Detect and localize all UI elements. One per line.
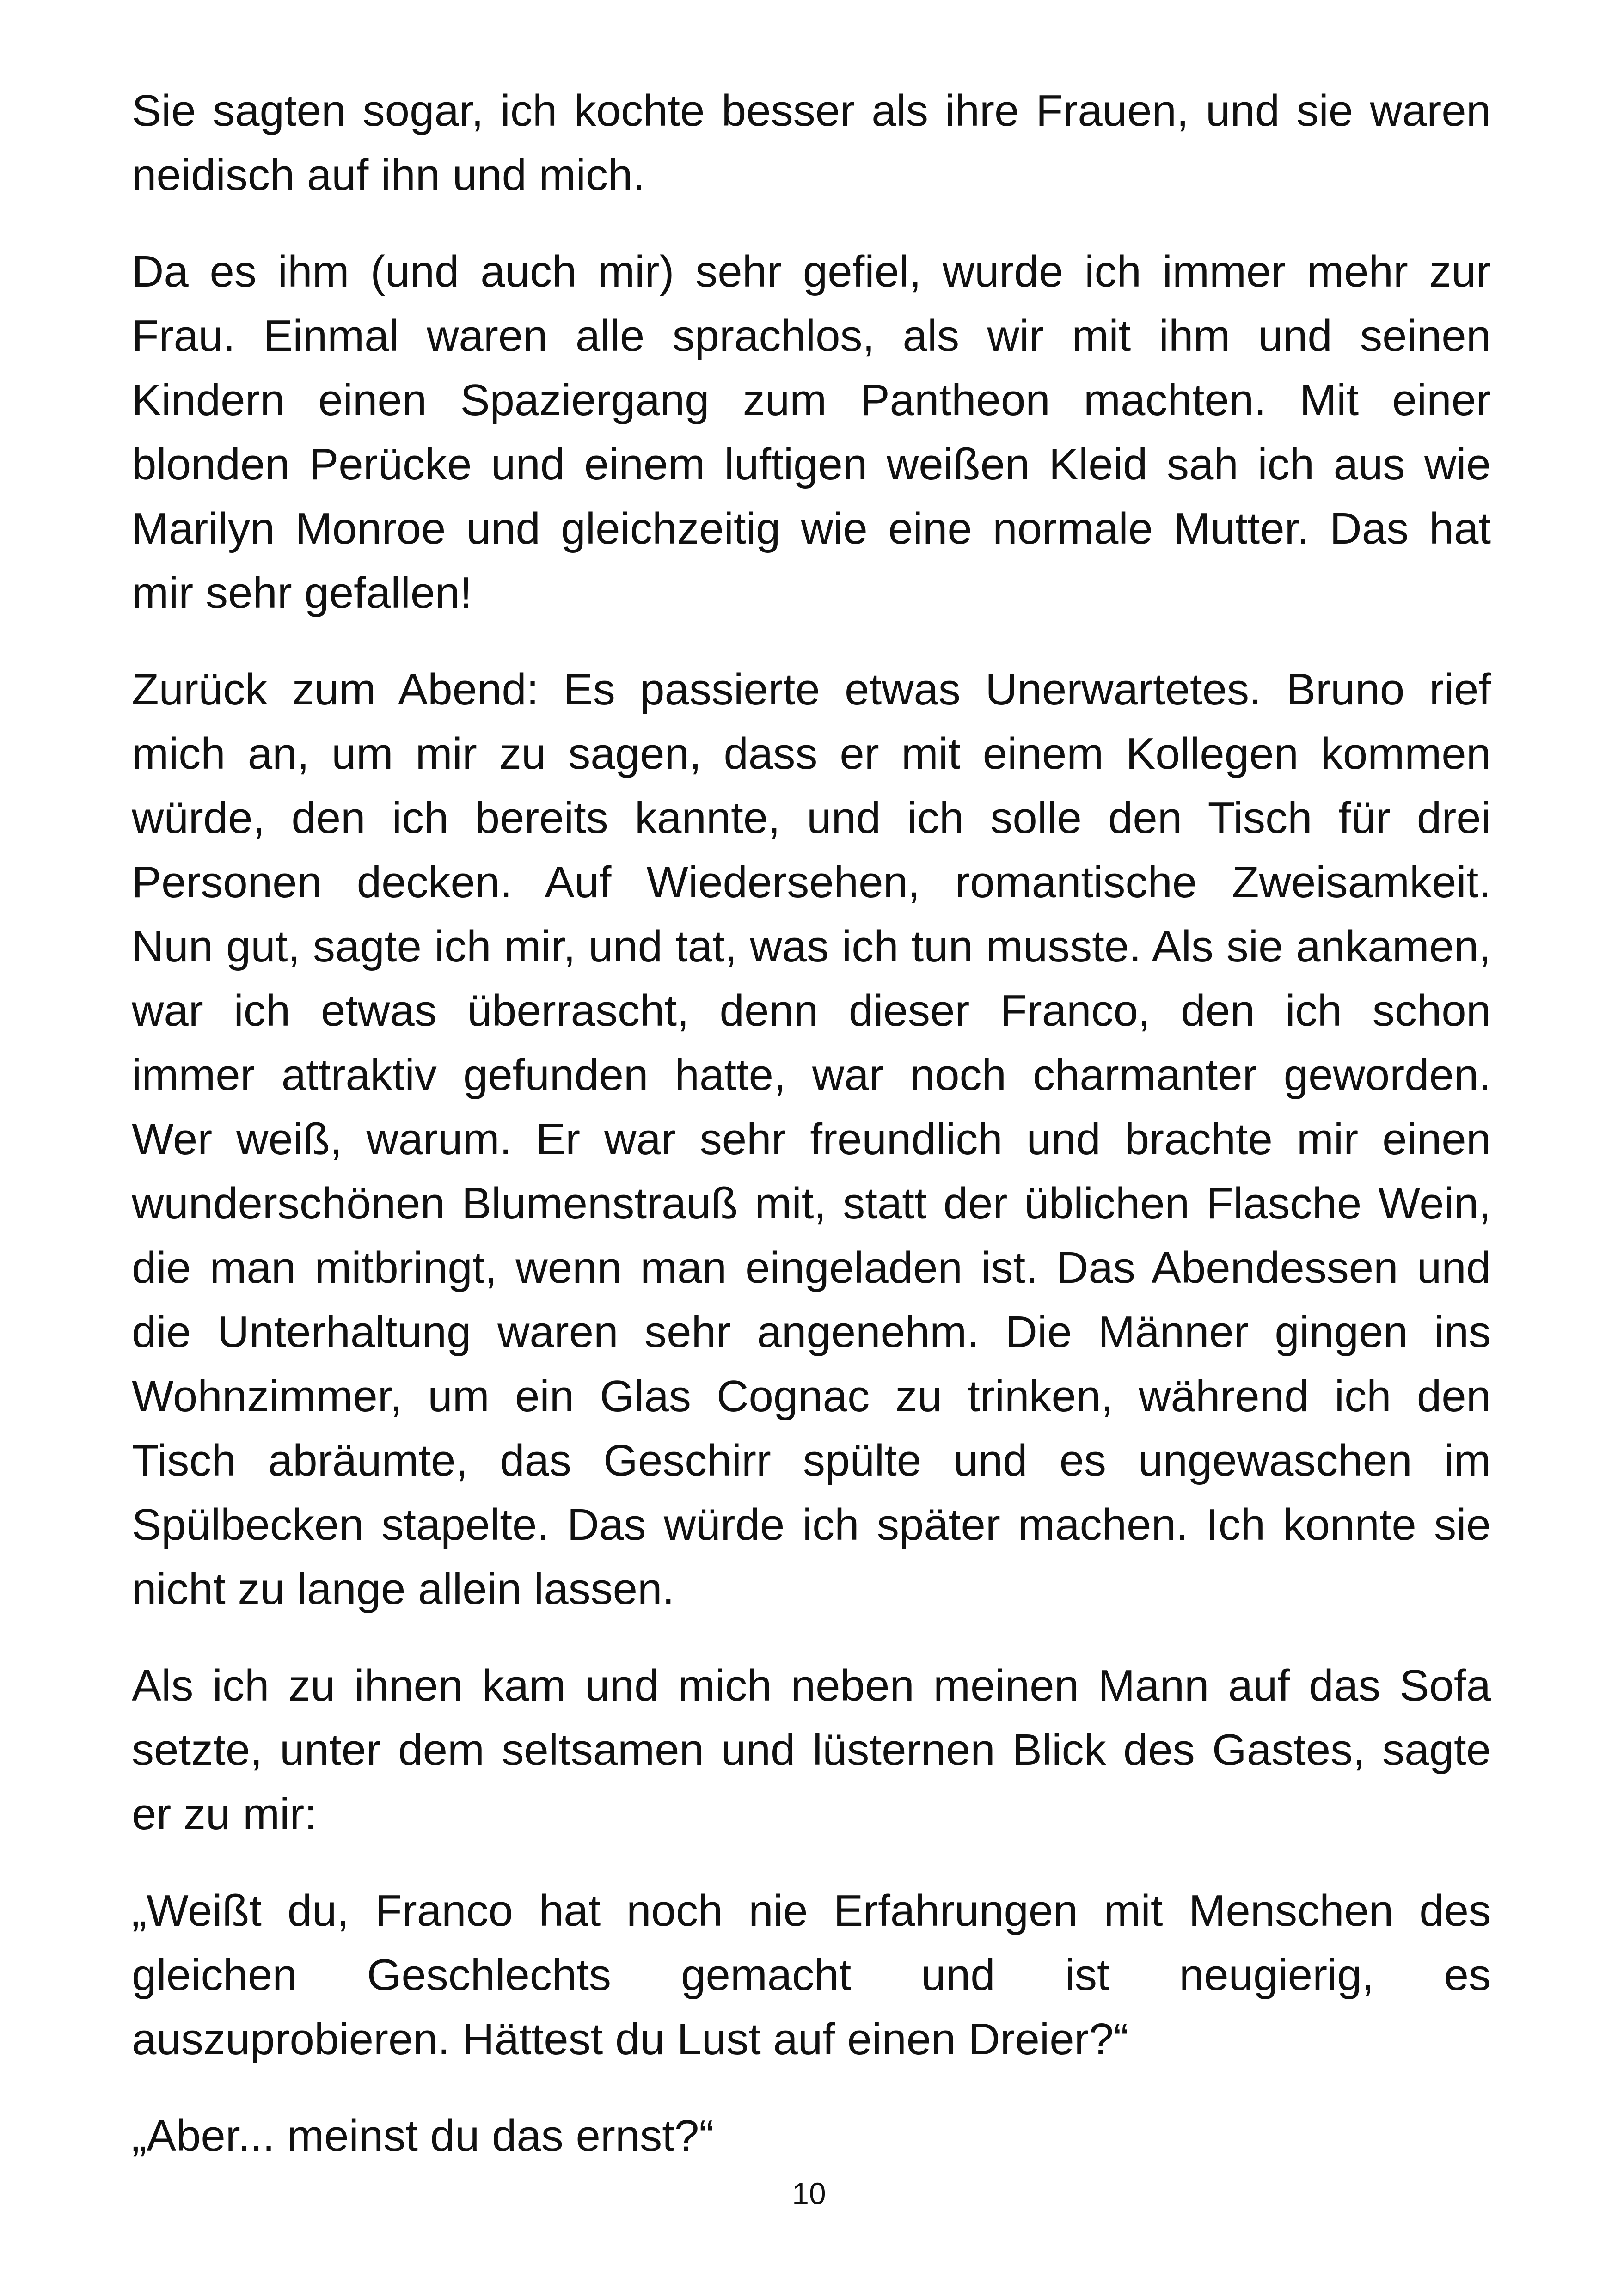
paragraph-1	[132, 79, 1491, 207]
text-line: setzte, unter dem seltsamen und lüsternen Blick des Gastes, sagte	[132, 1725, 1491, 1775]
text-line: mir sehr gefallen!	[132, 568, 472, 618]
page-number: 10	[792, 2176, 826, 2210]
paragraph-2	[132, 239, 1491, 625]
text-line: Spülbecken stapelte. Das würde ich später machen. Ich konnte sie	[132, 1500, 1491, 1549]
text-line: neidisch auf ihn und mich.	[132, 150, 645, 200]
text-line: blonden Perücke und einem luftigen weißen Kleid sah ich aus wie	[132, 440, 1491, 489]
paragraph-5	[132, 1879, 1491, 2071]
text-line: würde, den ich bereits kannte, und ich solle den Tisch für drei	[132, 793, 1491, 843]
paragraph-4	[132, 1653, 1491, 1846]
text-line: er zu mir:	[132, 1789, 317, 1839]
text-line: Wohnzimmer, um ein Glas Cognac zu trinken, während ich den	[132, 1371, 1491, 1421]
paragraph-6	[132, 2104, 1491, 2168]
text-line: „Weißt du, Franco hat noch nie Erfahrungen mit Menschen des	[132, 1886, 1491, 1935]
text-line: nicht zu lange allein lassen.	[132, 1564, 675, 1614]
text-line: Personen decken. Auf Wiedersehen, romantische Zweisamkeit.	[132, 857, 1491, 907]
text-line: Sie sagten sogar, ich kochte besser als ihre Frauen, und sie waren	[132, 86, 1491, 135]
text-line: Wer weiß, warum. Er war sehr freundlich und brachte mir einen	[132, 1114, 1491, 1164]
text-line: Als ich zu ihnen kam und mich neben meinen Mann auf das Sofa	[132, 1661, 1491, 1710]
paragraph-3	[132, 657, 1491, 1621]
text-line: auszuprobieren. Hättest du Lust auf einen Dreier?“	[132, 2014, 1128, 2064]
text-line: die man mitbringt, wenn man eingeladen ist. Das Abendessen und	[132, 1243, 1491, 1292]
text-line: war ich etwas überrascht, denn dieser Franco, den ich schon	[132, 986, 1491, 1035]
text-line: „Aber... meinst du das ernst?“	[132, 2111, 714, 2161]
text-line: mich an, um mir zu sagen, dass er mit einem Kollegen kommen	[132, 729, 1491, 778]
text-line: die Unterhaltung waren sehr angenehm. Die Männer gingen ins	[132, 1307, 1491, 1357]
text-line: Kindern einen Spaziergang zum Pantheon machten. Mit einer	[132, 375, 1491, 425]
text-line: wunderschönen Blumenstrauß mit, statt der üblichen Flasche Wein,	[132, 1179, 1491, 1228]
text-line: Nun gut, sagte ich mir, und tat, was ich tun musste. Als sie ankamen,	[132, 922, 1491, 971]
text-line: Da es ihm (und auch mir) sehr gefiel, wurde ich immer mehr zur	[132, 247, 1491, 296]
text-line: gleichen Geschlechts gemacht und ist neugierig, es	[132, 1950, 1491, 2000]
text-line: Frau. Einmal waren alle sprachlos, als wir mit ihm und seinen	[132, 311, 1491, 361]
text-line: Marilyn Monroe und gleichzeitig wie eine normale Mutter. Das hat	[132, 504, 1491, 553]
body-text	[132, 79, 1491, 2200]
text-line: Zurück zum Abend: Es passierte etwas Unerwartetes. Bruno rief	[132, 665, 1491, 714]
text-line: immer attraktiv gefunden hatte, war noch charmanter geworden.	[132, 1050, 1491, 1100]
text-line: Tisch abräumte, das Geschirr spülte und es ungewaschen im	[132, 1436, 1491, 1485]
